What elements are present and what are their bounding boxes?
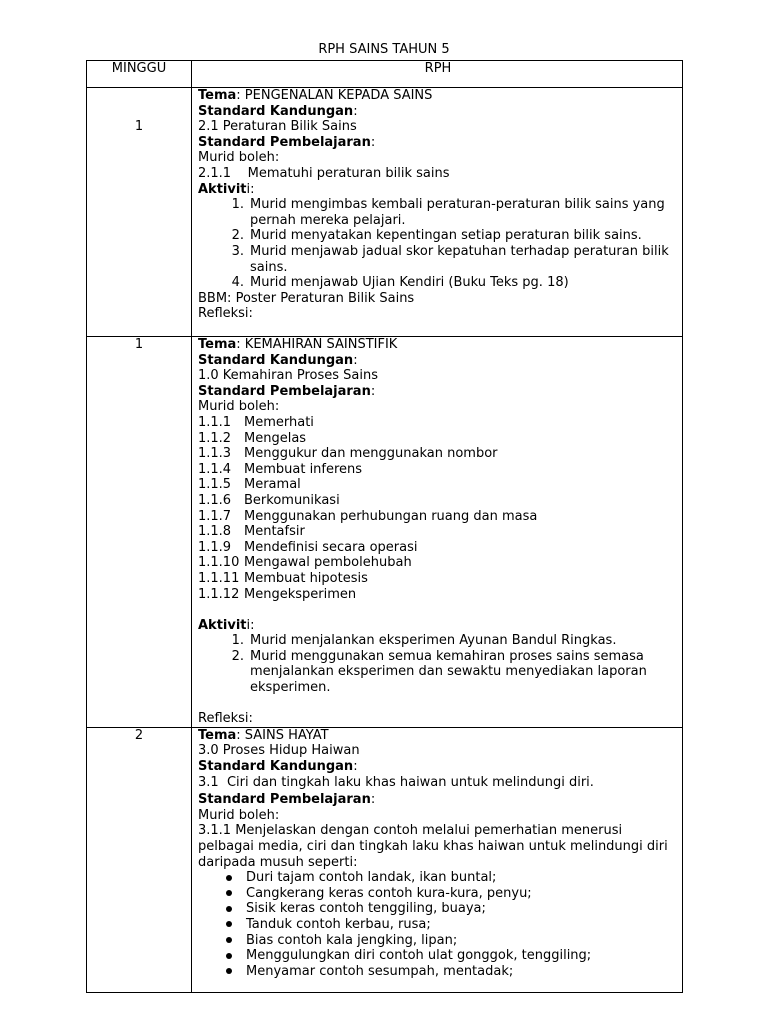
list-item xyxy=(222,275,678,291)
sk-label: Standard Kandungan xyxy=(198,759,354,775)
list-item xyxy=(224,886,678,902)
sp-label: Standard Pembelajaran xyxy=(198,792,371,808)
list-text: Sisik keras contoh tenggiling, buaya; xyxy=(246,901,486,917)
table-row xyxy=(87,727,683,992)
sp-label: Standard Pembelajaran xyxy=(198,383,371,399)
list-number: 4. xyxy=(231,275,244,291)
rph-cell xyxy=(192,727,683,992)
week-cell xyxy=(87,88,192,337)
list-item xyxy=(222,633,678,649)
tema-line xyxy=(198,337,678,353)
list-text: Murid menjalankan eksperimen Ayunan Bandul Ringkas. xyxy=(250,633,617,649)
activity-list xyxy=(222,633,678,695)
tema-value: : KEMAHIRAN SAINSTIFIK xyxy=(236,337,398,352)
tema-label: Tema xyxy=(198,727,237,743)
sk-heading xyxy=(198,353,678,369)
week-number: 2 xyxy=(134,727,144,743)
list-item xyxy=(224,948,678,964)
aktiviti-label: Aktivit xyxy=(198,181,247,197)
list-item xyxy=(224,964,678,980)
list-number: 1. xyxy=(231,197,244,213)
list-item xyxy=(222,244,678,275)
skill-text: Berkomunikasi xyxy=(244,492,340,508)
skill-code: 1.1.7 xyxy=(198,508,232,524)
skill-item xyxy=(198,477,678,493)
bullet-icon xyxy=(224,964,246,980)
week-number: 1 xyxy=(134,119,144,134)
list-text: Tanduk contoh kerbau, rusa; xyxy=(246,916,431,932)
bullet-icon xyxy=(224,886,246,902)
list-text: Bias contoh kala jengking, lipan; xyxy=(246,932,458,948)
tema-line xyxy=(198,88,678,104)
list-item xyxy=(224,933,678,949)
sk-heading xyxy=(198,759,678,775)
list-text: Menyamar contoh sesumpah, mentadak; xyxy=(246,963,514,979)
bullet-icon xyxy=(224,870,246,886)
header-minggu xyxy=(87,61,192,88)
document-title: RPH SAINS TAHUN 5 xyxy=(318,42,450,57)
aktiviti-heading xyxy=(198,618,678,634)
skill-text: Mengeksperimen xyxy=(244,586,357,602)
skill-text: Meramal xyxy=(244,477,301,493)
list-text: Murid menjawab Ujian Kendiri (Buku Teks pg. 18) xyxy=(250,275,569,291)
sk-heading xyxy=(198,104,678,120)
skill-item xyxy=(198,587,678,603)
skill-text: Membuat hipotesis xyxy=(244,570,368,586)
aktiviti-heading xyxy=(198,182,678,198)
skill-text: Memerhati xyxy=(244,414,314,430)
topic-text: 3.0 Proses Hidup Haiwan xyxy=(198,743,360,759)
tema-label: Tema xyxy=(198,337,237,352)
week-number: 1 xyxy=(134,337,144,352)
aktiviti-label: Aktivit xyxy=(198,617,247,633)
skill-code: 1.1.6 xyxy=(198,492,232,508)
sk-text: 1.0 Kemahiran Proses Sains xyxy=(198,368,378,384)
list-number: 2. xyxy=(231,228,244,244)
skill-item xyxy=(198,431,678,447)
spacer xyxy=(198,602,678,618)
murid-boleh: Murid boleh: xyxy=(198,807,280,823)
list-text: Duri tajam contoh landak, ikan buntal; xyxy=(246,870,497,886)
list-number: 3. xyxy=(231,243,244,259)
sp-colon: : xyxy=(370,134,376,150)
skill-code: 1.1.5 xyxy=(198,477,232,493)
skill-item xyxy=(198,509,678,525)
header-minggu-label: MINGGU xyxy=(111,61,167,76)
skill-code: 1.1.9 xyxy=(198,539,232,555)
sk-text: 3.1 Ciri dan tingkah laku khas haiwan untuk melindungi diri. xyxy=(198,774,594,790)
tema-line xyxy=(198,728,678,744)
bullet-icon xyxy=(224,917,246,933)
list-item xyxy=(224,901,678,917)
tema-value: : PENGENALAN KEPADA SAINS xyxy=(236,88,433,103)
skill-item xyxy=(198,571,678,587)
rph-cell xyxy=(192,337,683,728)
skill-text: Mentafsir xyxy=(244,524,305,540)
list-item xyxy=(222,649,678,696)
week-cell xyxy=(87,337,192,728)
skill-code: 1.1.3 xyxy=(198,446,232,462)
sp-heading xyxy=(198,384,678,400)
skill-code: 1.1.11 xyxy=(198,570,240,586)
list-text: Murid menjawab jadual skor kepatuhan terhadap peraturan bilik sains. xyxy=(250,243,669,275)
spacer xyxy=(198,696,678,712)
sp-heading xyxy=(198,792,678,808)
refleksi-text: Refleksi: xyxy=(198,306,253,322)
sp-heading xyxy=(198,135,678,151)
skill-item xyxy=(198,462,678,478)
sp-label: Standard Pembelajaran xyxy=(198,134,371,150)
sk-label: Standard Kandungan xyxy=(198,352,354,368)
list-text: Murid menggunakan semua kemahiran proses sains semasa menjalankan eksperimen dan sewaktu menyediakan laporan eksperimen. xyxy=(250,648,647,696)
murid-boleh: Murid boleh: xyxy=(198,150,280,166)
list-text: Menggulungkan diri contoh ulat gonggok, tenggiling; xyxy=(246,948,592,964)
tema-label: Tema xyxy=(198,88,237,103)
bullet-icon xyxy=(224,901,246,917)
skill-code: 1.1.8 xyxy=(198,524,232,540)
skill-item xyxy=(198,524,678,540)
header-rph-label: RPH xyxy=(424,61,452,76)
aktiviti-suffix: i: xyxy=(246,181,255,197)
murid-boleh: Murid boleh: xyxy=(198,399,280,415)
skill-text: Mendefinisi secara operasi xyxy=(244,539,418,555)
bbm-text: BBM: Poster Peraturan Bilik Sains xyxy=(198,290,415,306)
skill-text: Mengawal pembolehubah xyxy=(244,555,412,571)
skill-text: Membuat inferens xyxy=(244,461,363,477)
skill-item xyxy=(198,415,678,431)
week-cell xyxy=(87,727,192,992)
list-item xyxy=(224,917,678,933)
list-text: Murid mengimbas kembali peraturan-peraturan bilik sains yang pernah mereka pelajari. xyxy=(250,197,665,228)
sp-colon: : xyxy=(370,792,376,808)
table-row xyxy=(87,337,683,728)
list-item xyxy=(224,870,678,886)
rph-table xyxy=(86,60,683,993)
skill-code: 1.1.12 xyxy=(198,586,240,602)
skill-code: 1.1.1 xyxy=(198,414,232,430)
sp-colon: : xyxy=(370,383,376,399)
skill-item xyxy=(198,540,678,556)
sk-colon: : xyxy=(353,103,358,119)
table-row xyxy=(87,88,683,337)
list-item xyxy=(222,197,678,228)
sk-colon: : xyxy=(353,352,358,368)
skill-code: 1.1.4 xyxy=(198,461,232,477)
skill-text: Mengelas xyxy=(244,430,307,446)
list-item xyxy=(222,228,678,244)
refleksi-text: Refleksi: xyxy=(198,711,253,727)
table-header-row xyxy=(87,61,683,88)
skill-item xyxy=(198,493,678,509)
rph-cell xyxy=(192,88,683,337)
aktiviti-suffix: i: xyxy=(246,617,255,633)
skill-code: 1.1.10 xyxy=(198,555,240,571)
skill-item xyxy=(198,446,678,462)
activity-list xyxy=(222,197,678,291)
skill-list xyxy=(198,415,678,602)
sp-text: 3.1.1 Menjelaskan dengan contoh melalui pemerhatian menerusi pelbagai media, ciri dan tingkah laku khas haiwan untuk melindungi diri daripada musuh seperti: xyxy=(198,823,668,870)
sk-colon: : xyxy=(353,759,358,775)
header-rph xyxy=(192,61,683,88)
sk-label: Standard Kandungan xyxy=(198,103,354,119)
skill-code: 1.1.2 xyxy=(198,430,232,446)
skill-item xyxy=(198,555,678,571)
sp-text: 2.1.1 Mematuhi peraturan bilik sains xyxy=(198,165,450,181)
list-number: 2. xyxy=(231,648,244,664)
tema-value: : SAINS HAYAT xyxy=(236,727,329,743)
list-text: Cangkerang keras contoh kura-kura, penyu; xyxy=(246,885,532,901)
bullet-list xyxy=(224,870,678,979)
bullet-icon xyxy=(224,933,246,949)
sk-text: 2.1 Peraturan Bilik Sains xyxy=(198,119,357,135)
skill-text: Menggukur dan menggunakan nombor xyxy=(244,446,498,462)
bullet-icon xyxy=(224,948,246,964)
list-text: Murid menyatakan kepentingan setiap peraturan bilik sains. xyxy=(250,228,642,244)
list-number: 1. xyxy=(231,633,244,649)
skill-text: Menggunakan perhubungan ruang dan masa xyxy=(244,508,538,524)
